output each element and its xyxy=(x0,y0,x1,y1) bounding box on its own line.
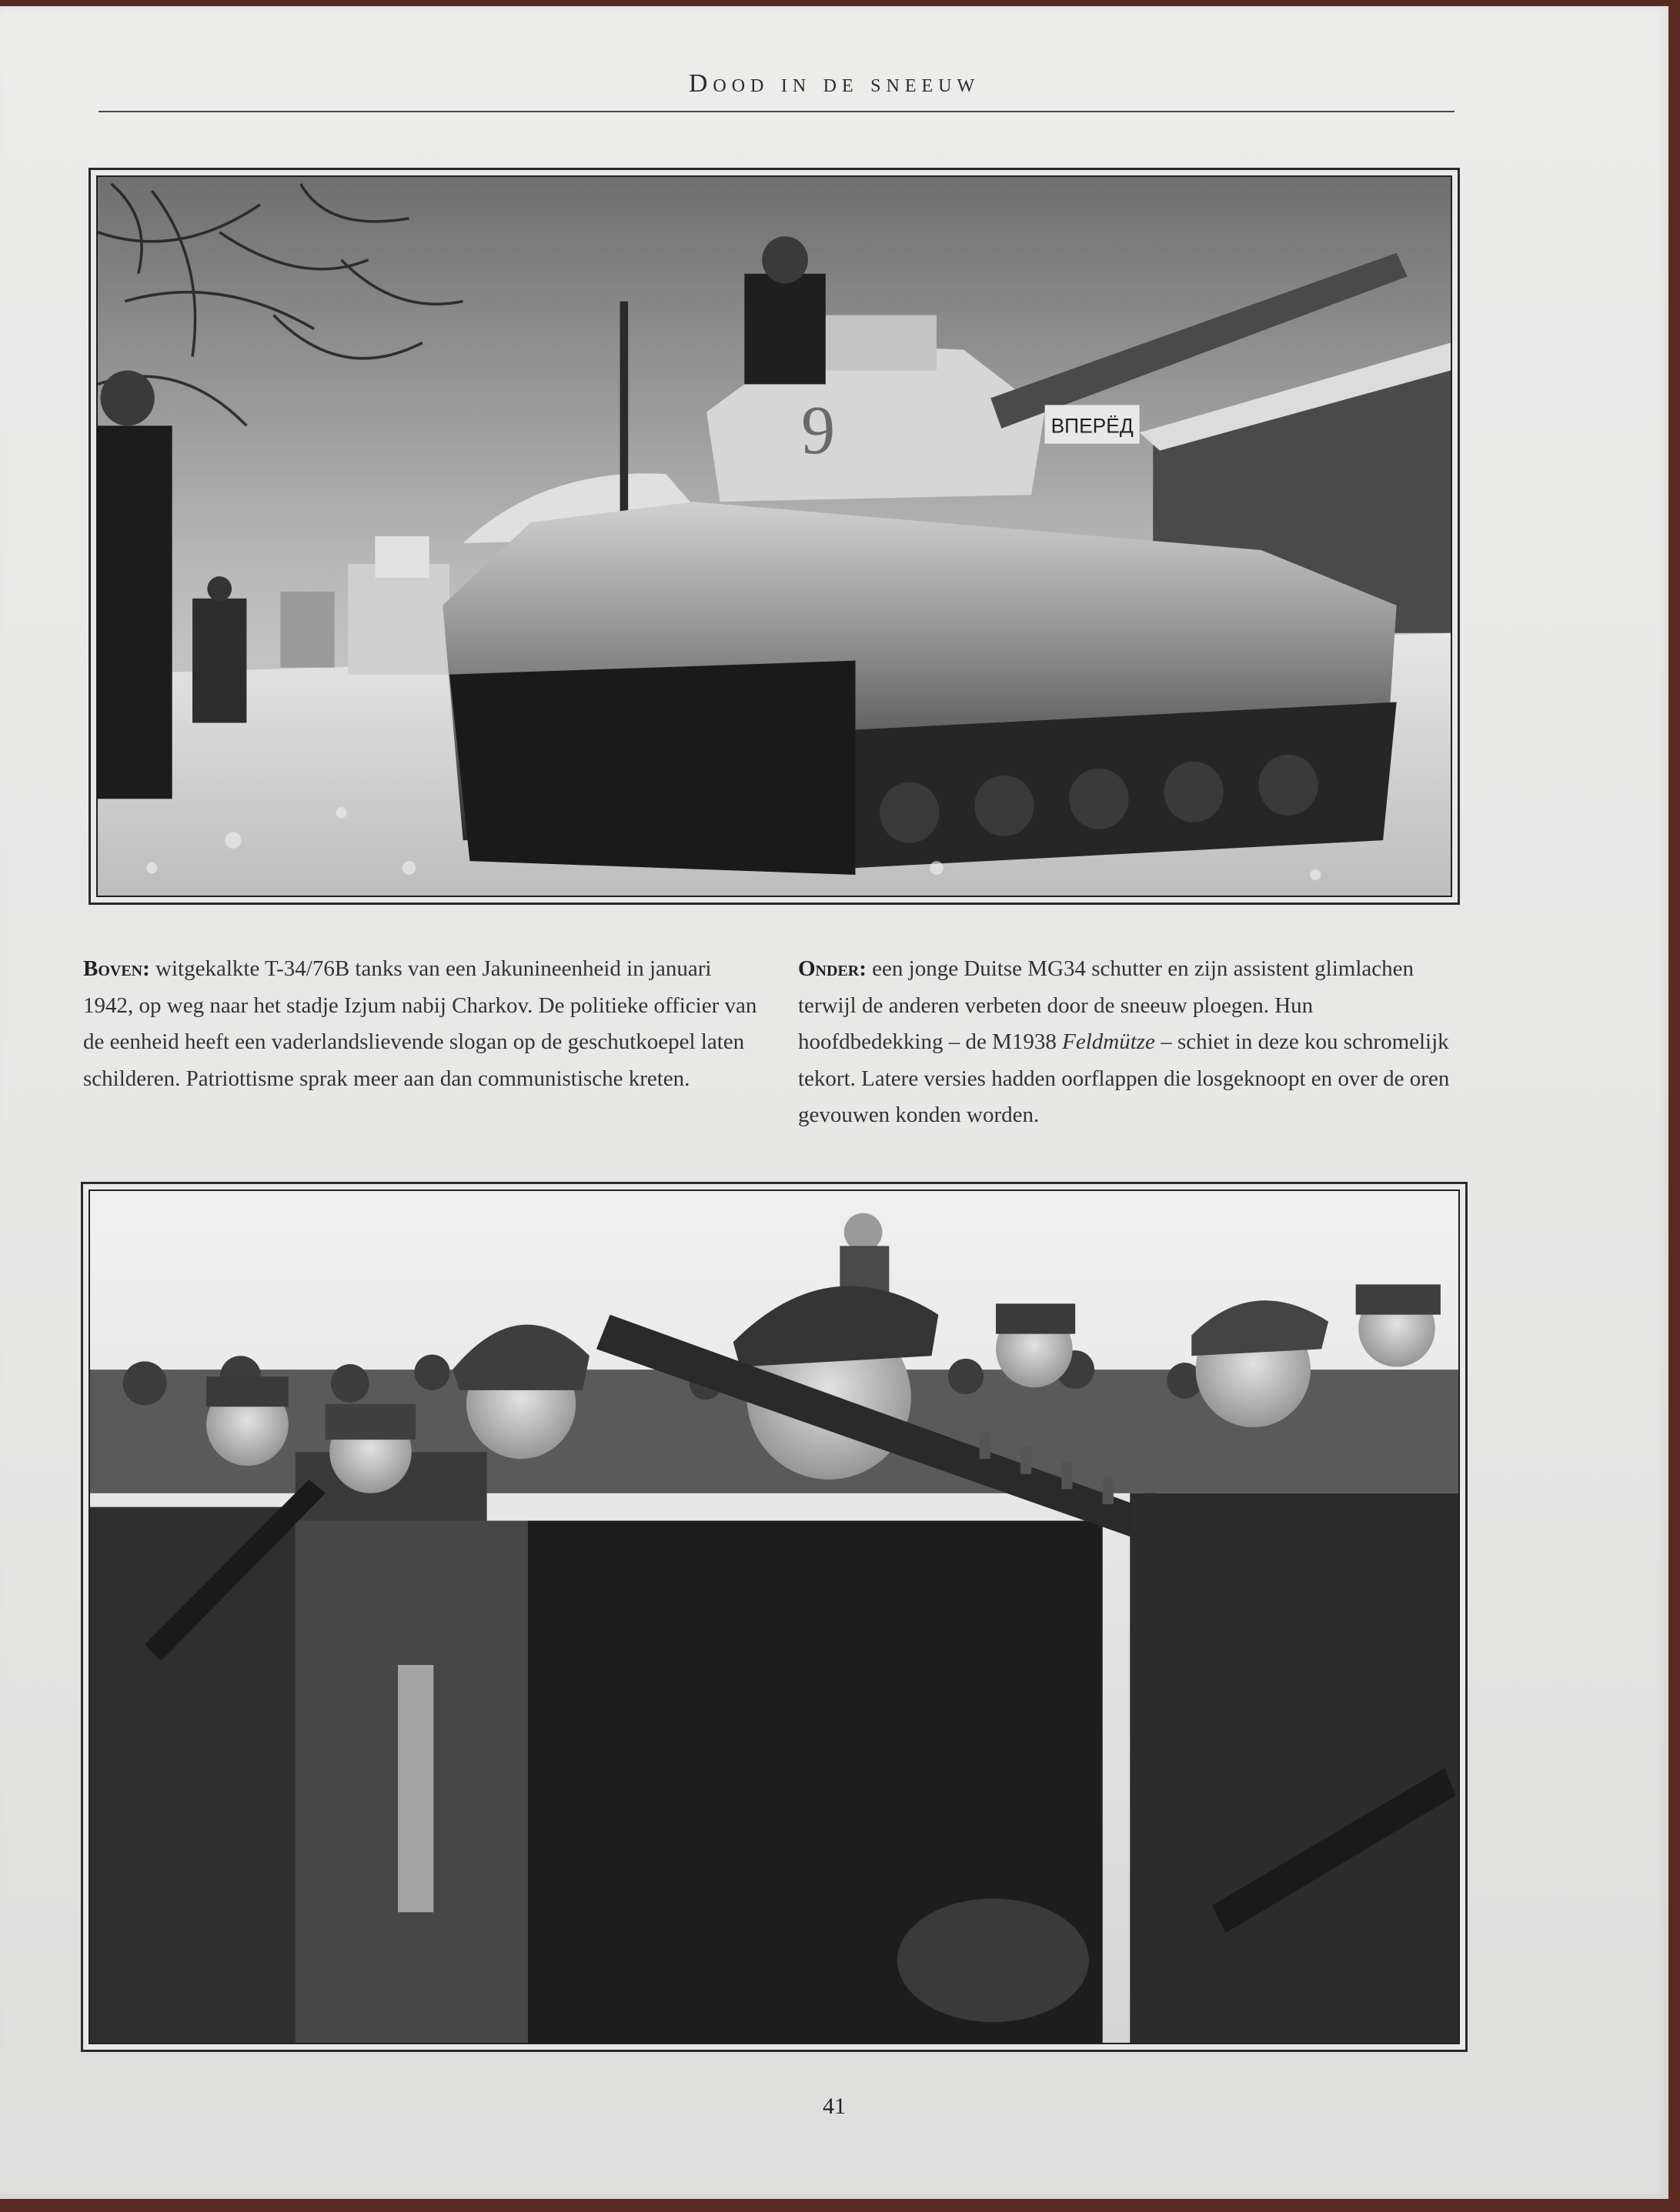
caption-bottom-photo xyxy=(798,951,1454,1134)
caption-italic-term: Feldmütze xyxy=(1062,1029,1155,1054)
running-head: Dood in de sneeuw xyxy=(688,69,980,98)
turret-number: 9 xyxy=(801,392,836,469)
photo-tanks-image xyxy=(98,177,1451,896)
caption-lead: Boven: xyxy=(83,956,150,981)
caption-lead: Onder: xyxy=(798,956,867,981)
turret-slogan: ВПЕРЁД xyxy=(1050,414,1134,438)
caption-text-part1: een jonge Duitse MG34 schutter en zijn assistent glimlachen terwijl de anderen verbeten door de sneeuw ploegen. Hun hoofdbedekking – de M1938 xyxy=(798,956,1414,1054)
photo-tanks-frame xyxy=(89,168,1460,905)
page-number: 41 xyxy=(823,2094,846,2119)
book-page xyxy=(0,6,1668,2199)
photo-soldiers-image xyxy=(90,1191,1458,2043)
caption-text: witgekalkte T-34/76B tanks van een Jakunineenheid in januari 1942, op weg naar het stadje Izjum nabij Charkov. De politieke officier van de eenheid heeft een vaderlandslievende slogan op de geschutkoepel laten schilderen. Patriottisme sprak meer aan dan communistische kreten. xyxy=(83,956,757,1091)
photo-soldiers xyxy=(89,1189,1460,2044)
caption-text-part2: – schiet in deze kou schromelijk tekort. Latere versies hadden oorflappen die losgeknoopt en over de oren gevouwen konden worden. xyxy=(798,1029,1450,1127)
photo-soldiers-frame xyxy=(81,1182,1468,2052)
caption-top-photo xyxy=(83,951,760,1097)
header-rule xyxy=(99,111,1455,112)
photo-tanks xyxy=(96,175,1452,897)
